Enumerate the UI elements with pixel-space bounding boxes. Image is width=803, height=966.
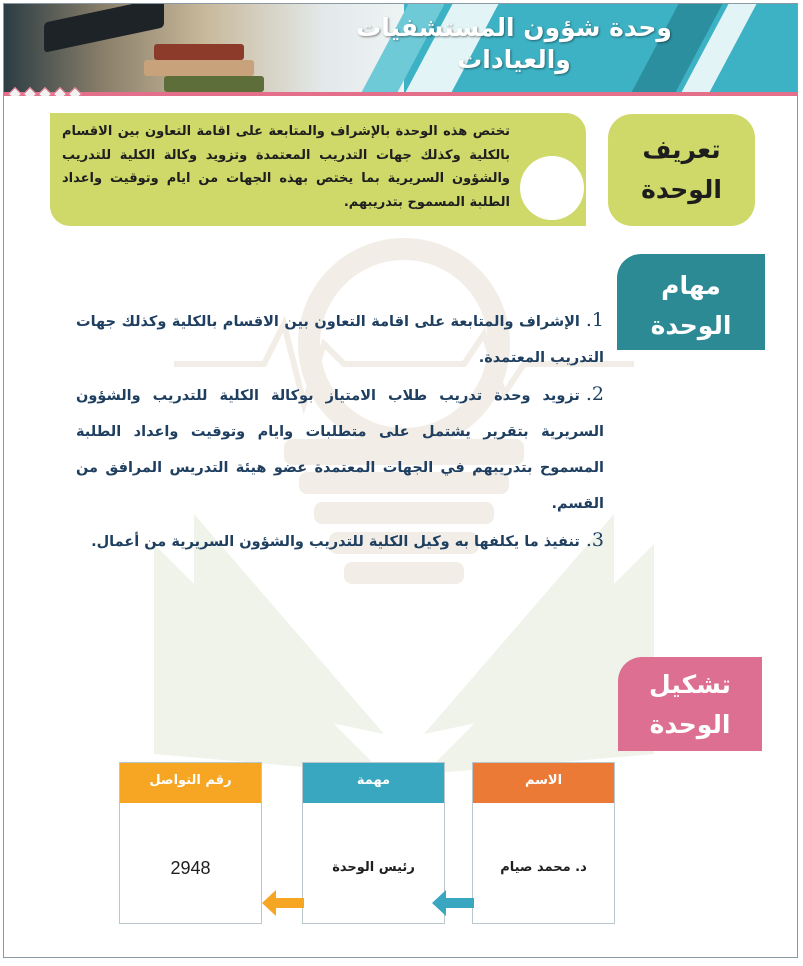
task-text: الإشراف والمتابعة على اقامة التعاون بين الاقسام بالكلية وكذلك جهات التدريب المعتمدة.: [76, 314, 604, 366]
definition-text: تختص هذه الوحدة بالإشراف والمتابعة على اقامة التعاون بين الاقسام بالكلية وكذلك جهات التدريب المعتمدة وتزويد وكالة الكلية للتدريب والشؤون السريرية بما يختص بهذه الجهات من ايام وتوقيت واعداد الطلبة المسموح بتدريبهم.: [62, 124, 510, 210]
definition-badge: [608, 114, 755, 226]
task-item: [76, 302, 604, 376]
tasks-badge-line1: مهام: [661, 271, 721, 300]
page: [3, 3, 798, 958]
book-shape: [164, 76, 264, 92]
formation-badge: [618, 657, 762, 751]
diamond-icon: [23, 87, 37, 96]
definition-circle: [520, 156, 584, 220]
task-number: 1.: [585, 309, 604, 331]
definition-badge-line1: تعريف: [642, 135, 721, 164]
member-role-card: [302, 762, 445, 924]
book-shape: [144, 60, 254, 76]
header-diamonds: [10, 89, 80, 96]
name-header: الاسم: [473, 763, 614, 803]
task-text: تزويد وحدة تدريب طلاب الامتياز بوكالة الكلية للتدريب والشؤون السريرية بتقرير يشتمل على متطلبات وايام وتوقيت واعداد الطلبة المسموح بتدريبهم في الجهات المعتمدة عضو هيئة التدريس المرافق من القسم.: [76, 388, 604, 512]
task-number: 3.: [585, 529, 604, 551]
task-number: 2.: [585, 383, 604, 405]
member-phone: 2948: [170, 858, 211, 878]
header-banner: [4, 4, 797, 96]
definition-badge-line2: الوحدة: [641, 175, 722, 204]
graduation-cap-shape: [44, 4, 164, 53]
phone-header: رقم التواصل: [120, 763, 261, 803]
tasks-badge-line2: الوحدة: [650, 311, 732, 340]
page-title-line1: وحدة شؤون المستشفيات: [356, 13, 672, 42]
member-name: د. محمد صيام: [500, 860, 587, 875]
diamond-icon: [53, 87, 67, 96]
arrow-left-icon: [432, 888, 474, 918]
formation-badge-line2: الوحدة: [649, 710, 731, 739]
page-title: [349, 12, 679, 76]
task-item: [76, 522, 604, 560]
book-shape: [154, 44, 244, 60]
task-item: [76, 376, 604, 522]
tasks-badge: [617, 254, 765, 350]
diamond-icon: [38, 87, 52, 96]
member-role: رئيس الوحدة: [332, 860, 415, 875]
role-header: مهمة: [303, 763, 444, 803]
formation-badge-line1: تشكيل: [649, 670, 731, 699]
arrow-left-icon: [262, 888, 304, 918]
page-title-line2: والعيادات: [457, 45, 571, 74]
task-text: تنفيذ ما يكلفها به وكيل الكلية للتدريب والشؤون السريرية من أعمال.: [91, 534, 580, 550]
member-name-card: [472, 762, 615, 924]
header-photo: [4, 4, 404, 96]
diamond-icon: [68, 87, 82, 96]
member-phone-card: [119, 762, 262, 924]
header-bottom-line: [4, 92, 797, 96]
tasks-list: [76, 302, 604, 560]
diamond-icon: [8, 87, 22, 96]
